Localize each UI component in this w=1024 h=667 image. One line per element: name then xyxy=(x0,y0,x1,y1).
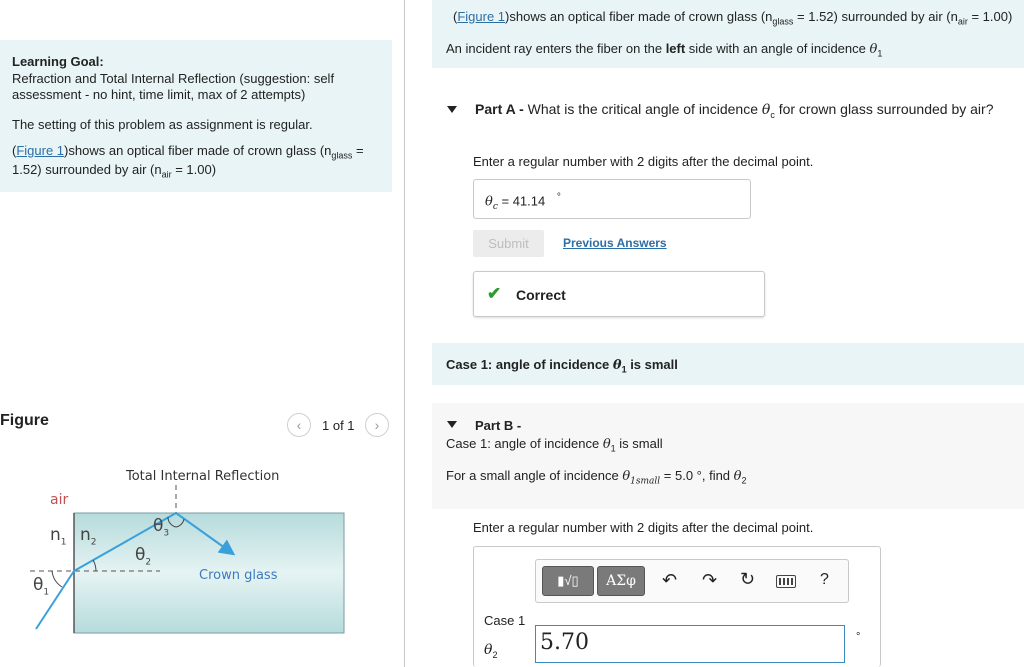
help-button[interactable]: ? xyxy=(820,571,829,588)
theta1-label: $\theta_1$ xyxy=(33,575,50,598)
prev-figure-button[interactable] xyxy=(287,413,311,437)
previous-answers-link[interactable]: Previous Answers xyxy=(563,236,667,250)
redo-icon[interactable]: ↷ xyxy=(702,570,718,590)
collapse-part-b-icon[interactable] xyxy=(447,421,457,428)
theta3-label: $\theta_3$ xyxy=(153,516,170,539)
part-b-instruction: Enter a regular number with 2 digits after the decimal point. xyxy=(473,520,814,535)
intro-line2: 1.52) surrounded by air $(n_{air} = 1.00)$ xyxy=(12,162,217,180)
theta2-input-value: 5.70 xyxy=(540,630,589,655)
correct-feedback xyxy=(473,271,765,317)
figure-link-top[interactable]: Figure 1 xyxy=(457,9,506,24)
collapse-part-a-icon[interactable] xyxy=(447,106,457,113)
case-heading: Case 1: angle of incidence $\theta_1$ is small xyxy=(446,357,678,375)
undo-icon[interactable]: ↶ xyxy=(662,570,678,590)
theta2-input-label: $\theta_2$ xyxy=(484,642,498,660)
air-label: air xyxy=(50,492,69,508)
part-b-question: For a small angle of incidence $\theta_{1small} = 5.0$ °, find $\theta_2$ xyxy=(446,468,747,487)
chevron-left-icon: ‹ xyxy=(296,417,302,433)
goal-text-line2: assessment - no hint, time limit, max of 2 attempts) xyxy=(12,87,306,102)
part-a-instruction: Enter a regular number with 2 digits after the decimal point. xyxy=(473,154,814,169)
problem-intro-line2: An incident ray enters the fiber on the left side with an angle of incidence $\theta_1$ xyxy=(446,41,883,59)
answer-value: 41.14 xyxy=(512,193,546,209)
figure-title: Figure xyxy=(0,412,49,429)
part-a-question: Part A - What is the critical angle of incidence $\theta_c$ for crown glass surrounded by air? xyxy=(475,101,994,120)
crown-glass-label: Crown glass xyxy=(199,568,278,583)
goal-heading: Learning Goal: xyxy=(12,54,104,69)
check-icon: ✔ xyxy=(487,284,502,303)
reset-icon[interactable]: ↻ xyxy=(740,569,756,589)
case1-label: Case 1 xyxy=(484,613,526,628)
part-a-answer-field[interactable]: $\theta_c = 41.14$ ° xyxy=(473,179,751,219)
part-b-label: Part B - xyxy=(475,418,522,433)
figure-caption: Total Internal Reflection xyxy=(126,469,280,484)
degree-unit-b: ° xyxy=(856,631,861,643)
correct-label: Correct xyxy=(516,287,566,303)
square-root-icon: ▮√▯ xyxy=(557,573,579,588)
figure-link[interactable]: Figure 1 xyxy=(16,143,65,158)
submit-button[interactable]: Submit xyxy=(473,230,544,257)
degree-unit: ° xyxy=(556,192,561,203)
theta2-input[interactable] xyxy=(535,625,845,663)
greek-symbols-button[interactable]: ΑΣφ xyxy=(597,566,645,596)
intro-line1: (Figure 1)shows an optical fiber made of crown glass ($n_{glass}$ = xyxy=(12,143,364,161)
setting-text: The setting of this problem as assignment is regular. xyxy=(12,117,313,132)
theta2-label: $\theta_2$ xyxy=(135,545,152,568)
figure-pager: 1 of 1 xyxy=(322,418,355,433)
goal-text-line1: Refraction and Total Internal Reflection (suggestion: self xyxy=(12,71,335,86)
n1-label: $n_1$ xyxy=(50,525,67,548)
fiber-figure xyxy=(0,455,400,667)
math-toolbar xyxy=(535,559,849,603)
panel-divider xyxy=(404,0,405,667)
chevron-right-icon: › xyxy=(374,417,380,433)
part-b-case: Case 1: angle of incidence $\theta_1$ is small xyxy=(446,436,663,454)
n2-label: $n_2$ xyxy=(80,525,97,548)
templates-button[interactable] xyxy=(542,566,594,596)
problem-intro-line1: (Figure 1)shows an optical fiber made of crown glass $(n_{glass} = 1.52)$ surrounded by air $(n_{air} = 1.00)$ xyxy=(453,9,1013,27)
next-figure-button[interactable] xyxy=(365,413,389,437)
keyboard-icon[interactable] xyxy=(776,575,796,588)
